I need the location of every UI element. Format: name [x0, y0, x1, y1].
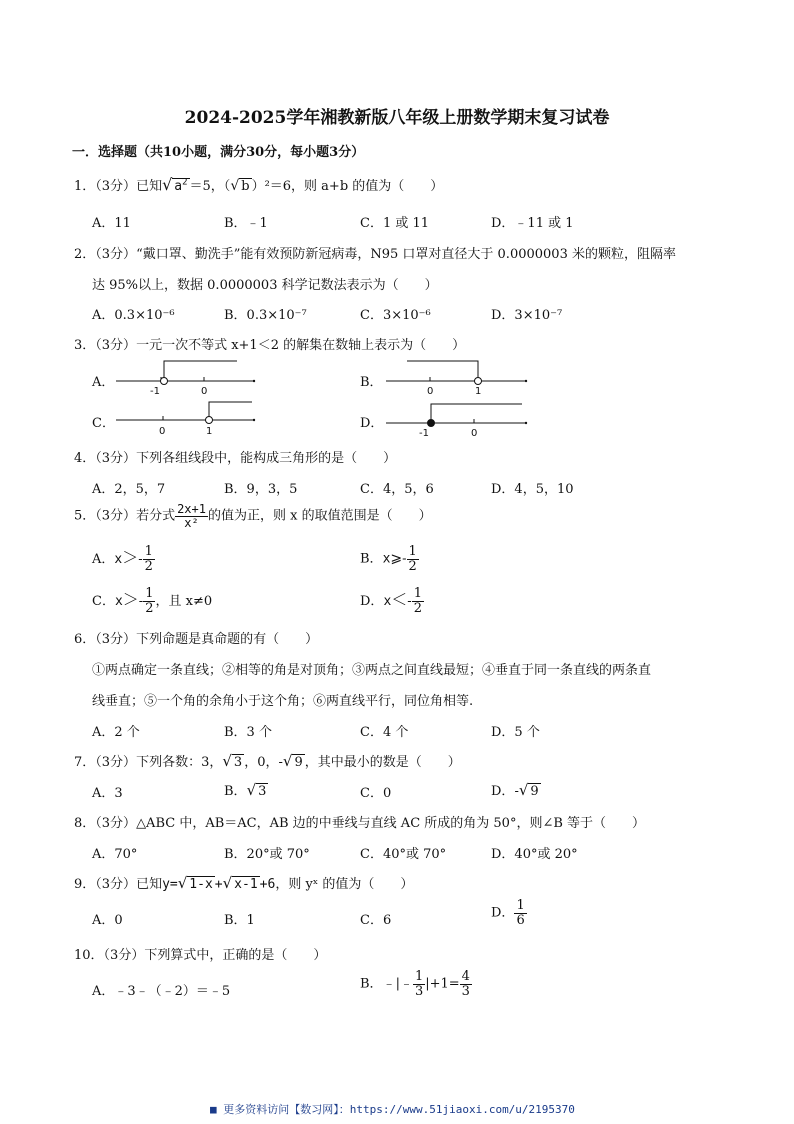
- question-text: 已知: [136, 179, 163, 194]
- question-score: （3分）: [95, 451, 137, 466]
- option-a: A．0.3×10⁻⁶: [92, 308, 175, 323]
- option-c: C．3×10⁻⁶: [360, 308, 431, 323]
- footer-link[interactable]: ■ 更多资料访问【数习网】：https://www.51jiaoxi.com/u/2195370: [210, 1103, 575, 1116]
- fraction: $\frac{1}{2}$: [408, 544, 417, 574]
- number-line-a: [112, 356, 257, 398]
- question-2: [74, 243, 676, 262]
- option-c: C．4 个: [360, 725, 409, 740]
- sqrt-expression: 9: [294, 755, 303, 770]
- number-line-b: [382, 356, 530, 398]
- fraction: $\frac{1}{6}$: [516, 898, 525, 928]
- question-text: 下列各组线段中，能构成三角形的是（ ）: [136, 451, 397, 466]
- option-a: A．70°: [92, 847, 138, 862]
- option-c: C．40°或 70°: [360, 847, 447, 862]
- question-text: 的值为正，则 x 的取值范围是（ ）: [207, 508, 432, 524]
- option-c: C．4，5，6: [360, 482, 434, 497]
- question-text: 若分式: [136, 508, 176, 524]
- option-d: D．4，5，10: [491, 482, 574, 497]
- question-2-line2: 达 95%以上，数据 0.0000003 科学记数法表示为（ ）: [92, 278, 438, 293]
- question-number: 8．: [74, 816, 96, 831]
- question-number: 9．: [74, 877, 96, 892]
- tick-label: -1: [419, 428, 429, 439]
- fraction: $\frac{1}{3}$: [414, 969, 424, 999]
- tick-label: 1: [475, 386, 482, 397]
- question-score: （3分）: [95, 508, 137, 524]
- question-text: 一元一次不等式 x+1＜2 的解集在数轴上表示为（ ）: [136, 338, 466, 353]
- question-3: [74, 334, 465, 353]
- question-4: [74, 447, 396, 466]
- question-number: 10．: [74, 948, 104, 963]
- question-text: ＝5，（: [189, 179, 231, 194]
- question-score: （3分）: [95, 877, 137, 892]
- question-text: △ABC 中，AB＝AC，AB 边的中垂线与直线 AC 所成的角为 50°，则∠B 等于（ ）: [136, 816, 646, 831]
- option-b: B．﹣1: [224, 216, 268, 231]
- question-text: 下列命题是真命题的有（ ）: [136, 632, 319, 647]
- section-heading: 一．选择题（共10小题，满分30分，每小题3分）: [72, 145, 365, 160]
- question-text: ，0，: [244, 755, 279, 770]
- question-text: 下列各数：3，: [136, 755, 223, 770]
- question-text: 已知: [136, 877, 163, 892]
- option-d: D．x＜- $\frac{1}{2}$: [360, 586, 422, 616]
- fraction: $\frac{1}{2}$: [145, 586, 154, 616]
- question-score: （3分）: [95, 338, 137, 353]
- option-c-label: C．: [92, 416, 115, 431]
- question-number: 7．: [74, 755, 96, 770]
- option-b-label: B．: [360, 375, 383, 390]
- question-text: 下列算式中，正确的是（ ）: [144, 948, 327, 963]
- option-b: B．1: [224, 913, 255, 928]
- option-b: B．√ 3: [224, 781, 267, 799]
- question-8: [74, 812, 645, 831]
- tick-label: -1: [150, 386, 160, 397]
- question-1: 1．（3分）已知√ $a^2 =5$，（√ b ）²＝6，则 a+b 的值为（ ）: [74, 175, 444, 194]
- fraction: $\frac{2x+1}{\text{x²}}$: [177, 502, 206, 530]
- question-5: [74, 503, 432, 529]
- sqrt-expression: 3: [233, 755, 243, 770]
- question-score: （3分）: [95, 755, 137, 770]
- option-d: D．5 个: [491, 725, 540, 740]
- option-c: C．6: [360, 913, 392, 928]
- option-a: A．3: [92, 786, 123, 801]
- question-number: 4．: [74, 451, 96, 466]
- sqrt-expression: b: [241, 179, 250, 194]
- question-text: ）²＝6，则 a+b 的值为（ ）: [251, 179, 444, 194]
- sqrt-expression: x-1: [234, 877, 258, 892]
- page-title: 2024-2025学年湘教新版八年级上册数学期末复习试卷: [184, 108, 610, 128]
- option-a: A．0: [92, 913, 123, 928]
- tick-label: 0: [159, 426, 166, 437]
- question-score: （3分）: [103, 948, 145, 963]
- tick-label: 0: [471, 428, 478, 439]
- fraction: $\frac{1}{2}$: [413, 586, 422, 616]
- option-a: A．2 个: [92, 725, 140, 740]
- number-line-d: [382, 398, 530, 440]
- option-d-label: D．: [360, 416, 384, 431]
- question-number: 1．: [74, 179, 96, 194]
- fraction: $\frac{1}{2}$: [144, 544, 153, 574]
- option-a: A．2，5，7: [92, 482, 166, 497]
- sqrt-expression: 1-x: [189, 877, 213, 892]
- question-9: 9．（3分）已知y=√ 1-x +√ x-1 +6，则 yˣ 的值为（ ）: [74, 874, 414, 892]
- fraction: $\frac{4}{3}$: [461, 969, 470, 999]
- question-number: 6．: [74, 632, 96, 647]
- question-number: 3．: [74, 338, 96, 353]
- question-score: （3分）: [95, 247, 137, 262]
- option-b: B．x⩾- $\frac{1}{2}$: [360, 544, 417, 574]
- option-d: D．﹣11 或 1: [491, 216, 574, 231]
- question-7: 7．（3分）下列各数：3，√ 3 ，0，-√ 9 ，其中最小的数是（ ）: [74, 752, 461, 770]
- question-text: ，其中最小的数是（ ）: [304, 755, 461, 770]
- question-6-statements-line1: ①两点确定一条直线；②相等的角是对顶角；③两点之间直线最短；④垂直于同一条直线的两条直: [92, 663, 652, 678]
- question-10: [74, 944, 326, 963]
- number-line-c: [112, 398, 257, 440]
- option-b: B．﹣|﹣ $\frac{1}{3}$ |+1= $\frac{4}{3}$: [360, 969, 470, 999]
- option-b: B．0.3×10⁻⁷: [224, 308, 307, 323]
- question-score: （3分）: [95, 816, 137, 831]
- question-6-statements-line2: 线垂直；⑤一个角的余角小于这个角；⑥两直线平行，同位角相等.: [92, 694, 474, 709]
- option-d: D． $\frac{1}{6}$: [491, 898, 525, 928]
- option-b: B．9，3，5: [224, 482, 298, 497]
- tick-label: 1: [206, 426, 213, 437]
- question-6: [74, 628, 318, 647]
- option-d: D．3×10⁻⁷: [491, 308, 563, 323]
- question-score: （3分）: [95, 632, 137, 647]
- option-a: A．﹣3﹣（﹣2）＝﹣5: [92, 984, 231, 999]
- question-text: “戴口罩、勤洗手”能有效预防新冠病毒，N95 口罩对直径大于 0.0000003 米的颗粒，阻隔率: [136, 247, 676, 262]
- option-c: C．1 或 11: [360, 216, 430, 231]
- tick-label: 0: [201, 386, 208, 397]
- tick-label: 0: [427, 386, 434, 397]
- option-c: C．x＞- $\frac{1}{2}$ ，且 x≠0: [92, 586, 213, 616]
- option-b: B．3 个: [224, 725, 272, 740]
- question-number: 2．: [74, 247, 96, 262]
- option-d: D．40°或 20°: [491, 847, 578, 862]
- sqrt-expression: $a^2$: [174, 177, 188, 194]
- option-b: B．20°或 70°: [224, 847, 310, 862]
- question-text: ，则 yˣ 的值为（ ）: [275, 877, 414, 892]
- option-a-label: A．: [92, 375, 115, 390]
- question-number: 5．: [74, 508, 96, 524]
- option-c: C．0: [360, 786, 392, 801]
- option-a: A．11: [92, 216, 131, 231]
- option-d: D．-√ 9: [491, 781, 539, 799]
- option-a: A．x＞- $\frac{1}{2}$: [92, 544, 153, 574]
- question-score: （3分）: [95, 179, 137, 194]
